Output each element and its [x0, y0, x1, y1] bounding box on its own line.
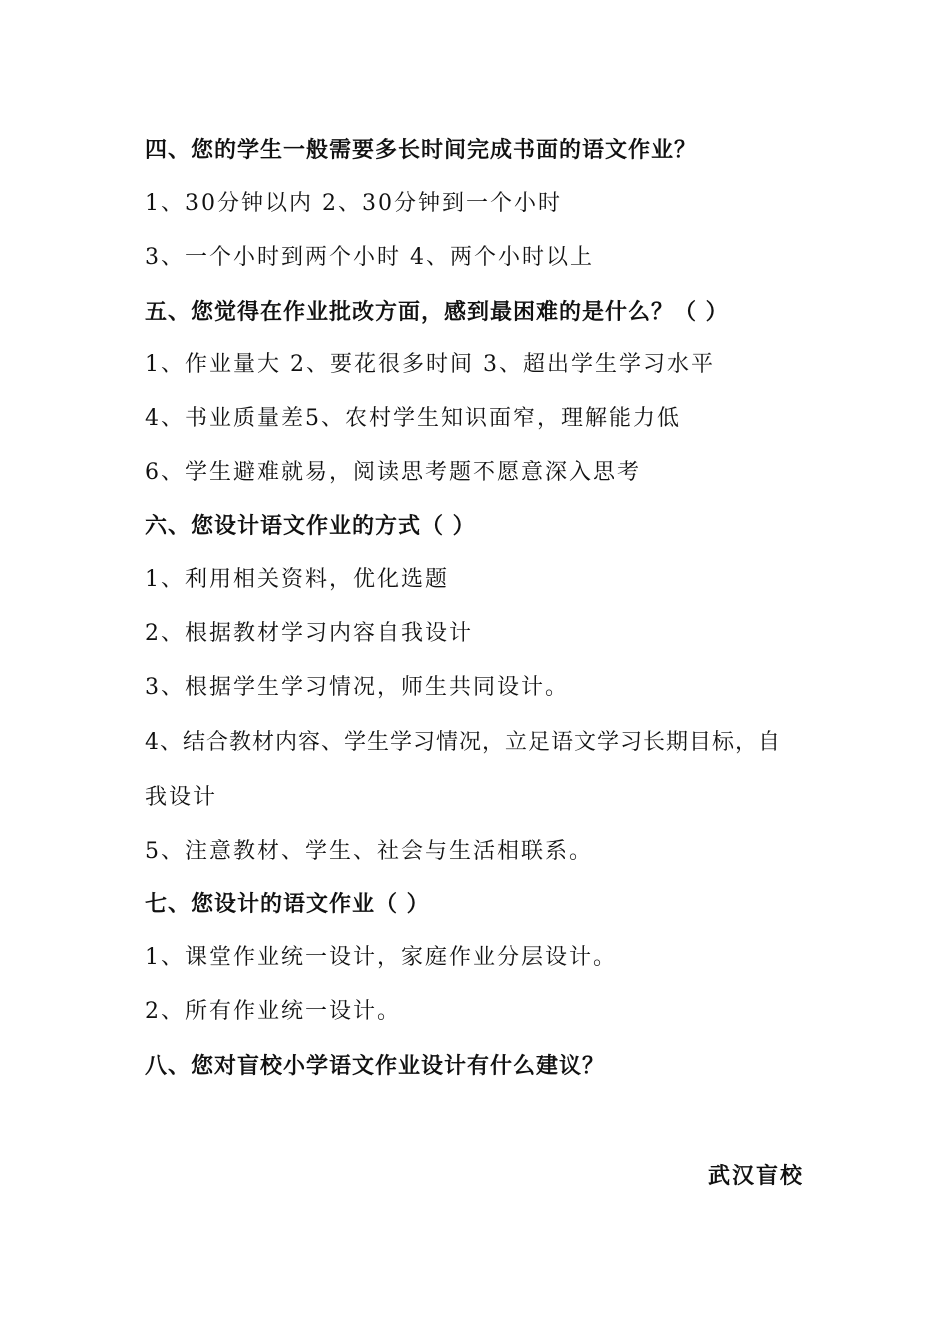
- question-5-title: 五、您觉得在作业批改方面，感到最困难的是什么？（ ）: [145, 299, 729, 325]
- question-5-option-line-2: 4、书业质量差5、农村学生知识面窄，理解能力低: [145, 406, 681, 431]
- question-6-option-line-4: 4、结合教材内容、学生学习情况，立足语文学习长期目标，自: [145, 730, 781, 755]
- question-4-title: 四、您的学生一般需要多长时间完成书面的语文作业？: [145, 137, 698, 163]
- question-6-option-line-1: 1、利用相关资料，优化选题: [145, 567, 449, 592]
- question-7-title: 七、您设计的语文作业（ ）: [145, 891, 430, 917]
- question-4-option-line-2: 3、一个小时到两个小时 4、两个小时以上: [145, 245, 594, 270]
- signature-school-name: 武汉盲校: [707, 1163, 804, 1189]
- question-5-option-line-3: 6、学生避难就易，阅读思考题不愿意深入思考: [145, 460, 641, 485]
- question-6-option-line-5: 我设计: [145, 785, 218, 810]
- question-6-option-line-6: 5、注意教材、学生、社会与生活相联系。: [145, 839, 593, 864]
- question-5-option-line-1: 1、作业量大 2、要花很多时间 3、超出学生学习水平: [145, 352, 715, 377]
- question-4-option-line-1: 1、30分钟以内 2、30分钟到一个小时: [145, 191, 562, 216]
- question-7-option-line-1: 1、课堂作业统一设计，家庭作业分层设计。: [145, 945, 617, 970]
- question-8-title: 八、您对盲校小学语文作业设计有什么建议？: [145, 1053, 606, 1079]
- question-6-option-line-3: 3、根据学生学习情况，师生共同设计。: [145, 675, 569, 700]
- question-6-option-line-2: 2、根据教材学习内容自我设计: [145, 621, 473, 646]
- question-6-title: 六、您设计语文作业的方式（ ）: [145, 513, 476, 539]
- question-7-option-line-2: 2、所有作业统一设计。: [145, 999, 401, 1024]
